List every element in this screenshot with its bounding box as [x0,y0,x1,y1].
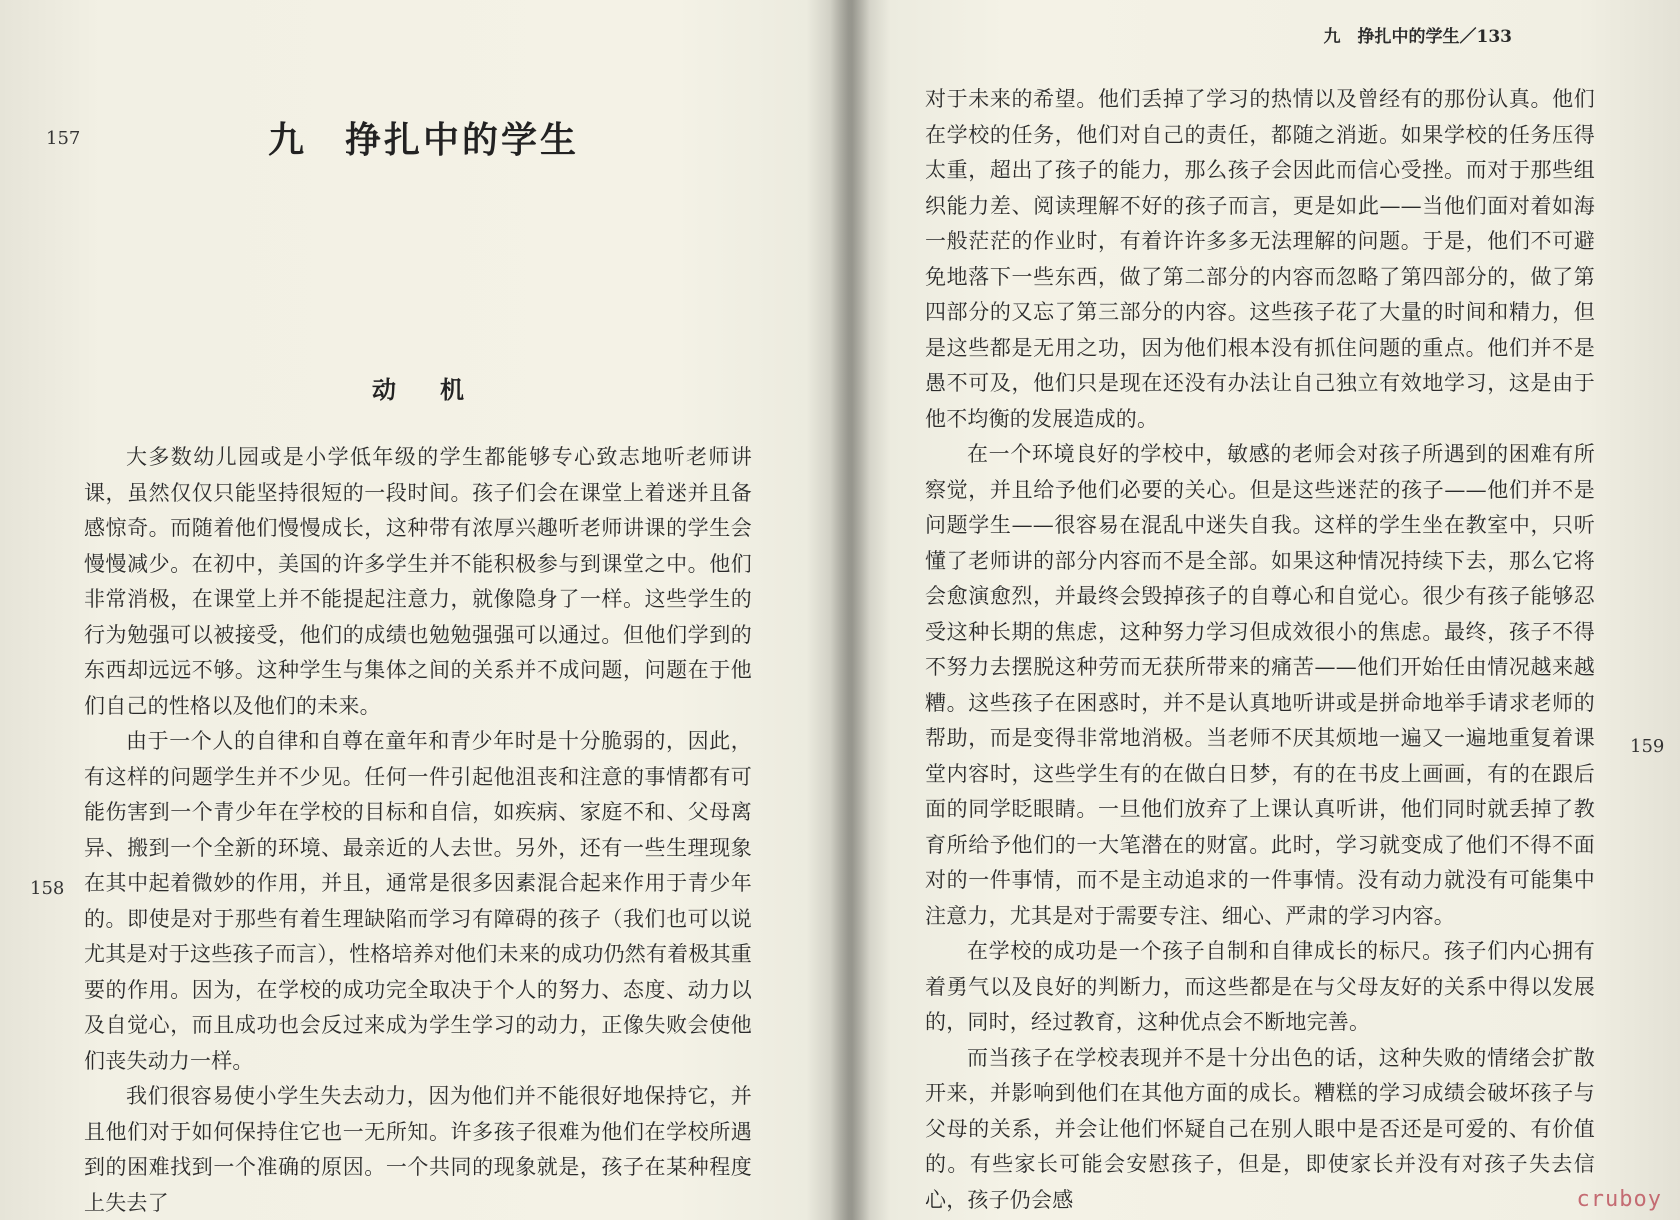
paragraph: 对于未来的希望。他们丢掉了学习的热情以及曾经有的那份认真。他们在学校的任务，他们对自己的责任，都随之消逝。如果学校的任务压得太重，超出了孩子的能力，那么孩子会因此而信心受挫。而对于那些组织能力差、阅读理解不好的孩子而言，更是如此——当他们面对着如海一般茫茫的作业时，有着许许多多无法理解的问题。于是，他们不可避免地落下一些东西，做了第二部分的内容而忽略了第四部分的，做了第四部分的又忘了第三部分的内容。这些孩子花了大量的时间和精力，但是这些都是无用之功，因为他们根本没有抓住问题的重点。他们并不是愚不可及，他们只是现在还没有办法让自己独立有效地学习，这是由于他不均衡的发展造成的。 [925,87,1595,431]
paragraph: 在学校的成功是一个孩子自制和自律成长的标尺。孩子们内心拥有着勇气以及良好的判断力，而这些都是在与父母友好的关系中得以发展的，同时，经过教育，这种优点会不断地完善。 [925,939,1595,1034]
chapter-number: 九 [268,119,308,161]
chapter-title-text: 挣扎中的学生 [345,119,580,161]
running-head: 九 挣扎中的学生／133 [1323,27,1512,47]
right-page [860,0,1680,1220]
margin-reference-number: 159 [1630,736,1665,757]
paragraph: 大多数幼儿园或是小学低年级的学生都能够专心致志地听老师讲课，虽然仅仅只能坚持很短的一段时间。孩子们会在课堂上着迷并且备感惊奇。而随着他们慢慢成长，这种带有浓厚兴趣听老师讲课的学生会慢慢减少。在初中，美国的许多学生并不能积极参与到课堂之中。他们非常消极，在课堂上并不能提起注意力，就像隐身了一样。这些学生的行为勉强可以被接受，他们的成绩也勉勉强强可以通过。但他们学到的东西却远远不够。这种学生与集体之间的关系并不成问题，问题在于他们自己的性格以及他们的未来。 [84,445,752,718]
chapter-title [268,112,579,163]
paragraph: 在一个环境良好的学校中，敏感的老师会对孩子所遇到的困难有所察觉，并且给予他们必要的关心。但是这些迷茫的孩子——他们并不是问题学生——很容易在混乱中迷失自我。这样的学生坐在教室中，只听懂了老师讲的部分内容而不是全部。如果这种情况持续下去，那么它将会愈演愈烈，并最终会毁掉孩子的自尊心和自觉心。很少有孩子能够忍受这种长期的焦虑，这种努力学习但成效很小的焦虑。最终，孩子不得不努力去摆脱这种劳而无获所带来的痛苦——他们开始任由情况越来越糟。这些孩子在困惑时，并不是认真地听讲或是拼命地举手请求老师的帮助，而是变得非常地消极。当老师不厌其烦地一遍又一遍地重复着课堂内容时，这些学生有的在做白日梦，有的在书皮上画画，有的在跟后面的同学眨眼睛。一旦他们放弃了上课认真听讲，他们同时就丢掉了教育所给予他们的一大笔潜在的财富。此时，学习就变成了他们不得不面对的一件事情，而不是主动追求的一件事情。没有动力就没有可能集中注意力，尤其是对于需要专注、细心、严肃的学习内容。 [925,442,1595,928]
watermark: cruboy [1576,1187,1662,1212]
section-heading: 动机 [372,375,508,404]
margin-reference-number: 158 [30,878,65,899]
right-body-text [925,82,1595,1218]
paragraph: 由于一个人的自律和自尊在童年和青少年时是十分脆弱的，因此，有这样的问题学生并不少见。任何一件引起他沮丧和注意的事情都有可能伤害到一个青少年在学校的目标和自信，如疾病、家庭不和、父母离异、搬到一个全新的环境、最亲近的人去世。另外，还有一些生理现象在其中起着微妙的作用，并且，通常是很多因素混合起来作用于青少年的。即使是对于那些有着生理缺陷而学习有障碍的孩子（我们也可以说尤其是对于这些孩子而言），性格培养对他们未来的成功仍然有着极其重要的作用。因为，在学校的成功完全取决于个人的努力、态度、动力以及自觉心，而且成功也会反过来成为学生学习的动力，正像失败会使他们丧失动力一样。 [84,729,752,1073]
left-body-text [84,440,752,1220]
left-page-number: 157 [46,128,81,149]
paragraph: 我们很容易使小学生失去动力，因为他们并不能很好地保持它，并且他们对于如何保持住它也一无所知。许多孩子很难为他们在学校所遇到的困难找到一个准确的原因。一个共同的现象就是，孩子在某种程度上失去了 [84,1084,752,1215]
paragraph: 而当孩子在学校表现并不是十分出色的话，这种失败的情绪会扩散开来，并影响到他们在其他方面的成长。糟糕的学习成绩会破坏孩子与父母的关系，并会让他们怀疑自己在别人眼中是否还是可爱的、有价值的。有些家长可能会安慰孩子，但是，即使家长并没有对孩子失去信心，孩子仍会感 [925,1045,1595,1212]
